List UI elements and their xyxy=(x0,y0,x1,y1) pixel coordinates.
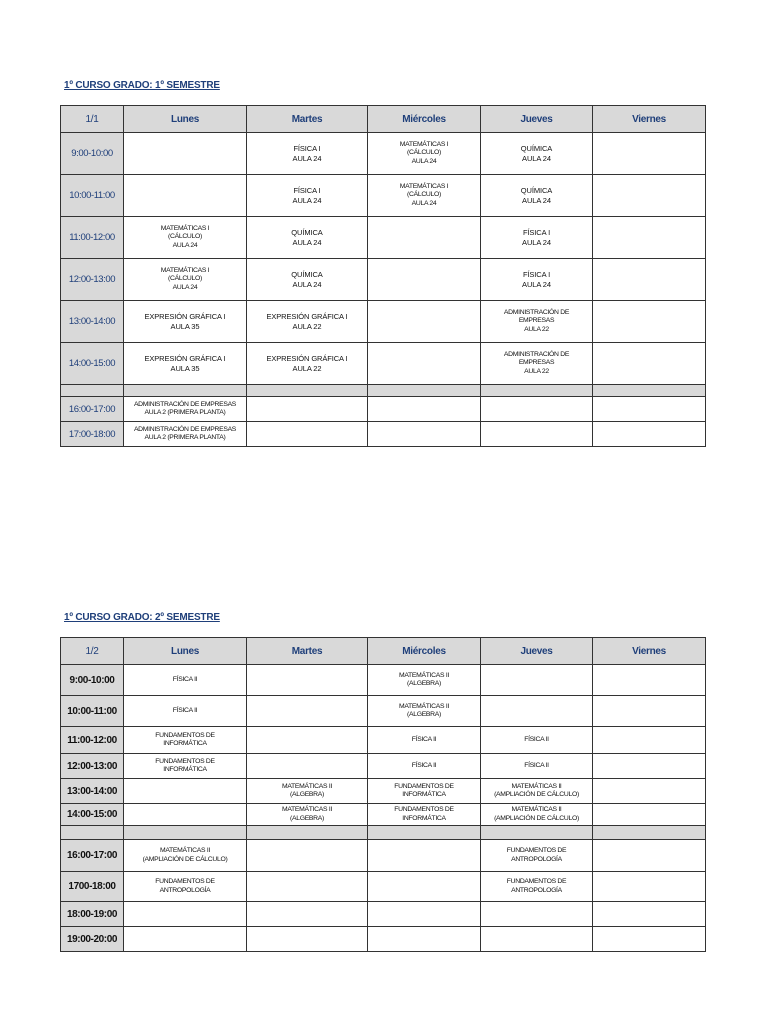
class-cell: FUNDAMENTOS DE INFORMÁTICA xyxy=(368,779,481,804)
time-slot-cell: 1700-18:00 xyxy=(61,872,124,902)
class-cell: MATEMÁTICAS II (AMPLIACIÓN DE CÁLCULO) xyxy=(481,804,593,826)
class-cell xyxy=(368,397,481,422)
day-header-jueves: Jueves xyxy=(481,106,593,133)
class-cell xyxy=(593,804,706,826)
time-slot-cell: 10:00-11:00 xyxy=(61,696,124,727)
class-cell xyxy=(481,927,593,952)
table-row xyxy=(61,696,706,727)
class-cell xyxy=(481,826,593,840)
class-cell xyxy=(593,397,706,422)
class-cell: EXPRESIÓN GRÁFICA I AULA 22 xyxy=(247,301,368,343)
class-cell xyxy=(247,754,368,779)
table-corner-label: 1/1 xyxy=(61,106,124,133)
time-slot-cell: 16:00-17:00 xyxy=(61,840,124,872)
class-cell: QUÍMICA AULA 24 xyxy=(481,133,593,175)
class-cell: FÍSICA II xyxy=(481,754,593,779)
class-cell xyxy=(368,826,481,840)
class-cell xyxy=(593,754,706,779)
class-cell: FUNDAMENTOS DE INFORMÁTICA xyxy=(124,727,247,754)
semester-1-title: 1º CURSO GRADO: 1º SEMESTRE xyxy=(64,80,220,91)
class-cell: FUNDAMENTOS DE ANTROPOLOGÍA xyxy=(124,872,247,902)
semester-2-title: 1º CURSO GRADO: 2º SEMESTRE xyxy=(64,612,220,623)
schedule-table-semester-1 xyxy=(60,105,706,447)
class-cell: ADMINISTRACIÓN DE EMPRESAS AULA 22 xyxy=(481,343,593,385)
class-cell: MATEMÁTICAS I (CÁLCULO) AULA 24 xyxy=(124,217,247,259)
table-row xyxy=(61,872,706,902)
class-cell: FÍSICA I AULA 24 xyxy=(247,133,368,175)
day-header-lunes: Lunes xyxy=(124,638,247,665)
class-cell xyxy=(247,385,368,397)
table-row xyxy=(61,397,706,422)
class-cell xyxy=(481,902,593,927)
class-cell xyxy=(124,902,247,927)
time-slot-cell: 13:00-14:00 xyxy=(61,301,124,343)
table-row xyxy=(61,665,706,696)
time-slot-cell: 17:00-18:00 xyxy=(61,422,124,447)
time-slot-cell: 14:00-15:00 xyxy=(61,804,124,826)
time-slot-cell: 14:00-15:00 xyxy=(61,343,124,385)
schedule-table-semester-2 xyxy=(60,637,706,952)
day-header-martes: Martes xyxy=(247,106,368,133)
class-cell xyxy=(368,840,481,872)
class-cell xyxy=(481,696,593,727)
separator-row xyxy=(61,826,706,840)
class-cell xyxy=(593,872,706,902)
class-cell: MATEMÁTICAS II (ALGEBRA) xyxy=(247,804,368,826)
table-row xyxy=(61,343,706,385)
class-cell xyxy=(247,872,368,902)
class-cell: FÍSICA II xyxy=(368,727,481,754)
table-row xyxy=(61,727,706,754)
table-row xyxy=(61,754,706,779)
class-cell xyxy=(124,927,247,952)
class-cell xyxy=(368,343,481,385)
class-cell: ADMINISTRACIÓN DE EMPRESAS AULA 2 (PRIMERA PLANTA) xyxy=(124,422,247,447)
class-cell xyxy=(481,385,593,397)
table-row xyxy=(61,779,706,804)
class-cell: MATEMÁTICAS II (AMPLIACIÓN DE CÁLCULO) xyxy=(481,779,593,804)
class-cell: FUNDAMENTOS DE ANTROPOLOGÍA xyxy=(481,840,593,872)
class-cell: MATEMÁTICAS II (ALGEBRA) xyxy=(368,696,481,727)
class-cell: QUÍMICA AULA 24 xyxy=(247,217,368,259)
class-cell: ADMINISTRACIÓN DE EMPRESAS AULA 2 (PRIMERA PLANTA) xyxy=(124,397,247,422)
class-cell: MATEMÁTICAS II (AMPLIACIÓN DE CÁLCULO) xyxy=(124,840,247,872)
day-header-martes: Martes xyxy=(247,638,368,665)
table-row xyxy=(61,259,706,301)
class-cell xyxy=(593,301,706,343)
table-row xyxy=(61,840,706,872)
table-row xyxy=(61,301,706,343)
table-row xyxy=(61,217,706,259)
class-cell: QUÍMICA AULA 24 xyxy=(247,259,368,301)
class-cell xyxy=(593,927,706,952)
class-cell: FÍSICA I AULA 24 xyxy=(481,259,593,301)
class-cell: MATEMÁTICAS II (ALGEBRA) xyxy=(368,665,481,696)
class-cell xyxy=(368,422,481,447)
class-cell xyxy=(124,804,247,826)
time-slot-cell: 13:00-14:00 xyxy=(61,779,124,804)
class-cell: FUNDAMENTOS DE INFORMÁTICA xyxy=(124,754,247,779)
class-cell xyxy=(247,422,368,447)
class-cell: FUNDAMENTOS DE ANTROPOLOGÍA xyxy=(481,872,593,902)
class-cell xyxy=(593,727,706,754)
class-cell xyxy=(593,259,706,301)
class-cell: ADMINISTRACIÓN DE EMPRESAS AULA 22 xyxy=(481,301,593,343)
table-row xyxy=(61,804,706,826)
class-cell xyxy=(593,385,706,397)
class-cell: EXPRESIÓN GRÁFICA I AULA 22 xyxy=(247,343,368,385)
class-cell: FÍSICA II xyxy=(124,696,247,727)
class-cell xyxy=(593,779,706,804)
class-cell xyxy=(368,301,481,343)
time-slot-cell: 16:00-17:00 xyxy=(61,397,124,422)
table-row xyxy=(61,175,706,217)
class-cell xyxy=(368,259,481,301)
time-slot-cell: 9:00-10:00 xyxy=(61,133,124,175)
time-slot-cell xyxy=(61,385,124,397)
class-cell xyxy=(593,175,706,217)
table-corner-label: 1/2 xyxy=(61,638,124,665)
class-cell xyxy=(481,665,593,696)
class-cell xyxy=(247,727,368,754)
class-cell xyxy=(247,665,368,696)
class-cell: QUÍMICA AULA 24 xyxy=(481,175,593,217)
class-cell xyxy=(368,872,481,902)
class-cell xyxy=(247,826,368,840)
class-cell xyxy=(593,840,706,872)
class-cell xyxy=(368,217,481,259)
class-cell xyxy=(593,696,706,727)
class-cell xyxy=(247,840,368,872)
class-cell xyxy=(124,133,247,175)
class-cell xyxy=(124,826,247,840)
class-cell: FÍSICA II xyxy=(124,665,247,696)
separator-row xyxy=(61,385,706,397)
time-slot-cell xyxy=(61,826,124,840)
class-cell xyxy=(481,397,593,422)
table-row xyxy=(61,902,706,927)
time-slot-cell: 9:00-10:00 xyxy=(61,665,124,696)
class-cell xyxy=(593,902,706,927)
class-cell: FÍSICA I AULA 24 xyxy=(247,175,368,217)
day-header-viernes: Viernes xyxy=(593,638,706,665)
time-slot-cell: 12:00-13:00 xyxy=(61,259,124,301)
class-cell xyxy=(368,902,481,927)
table-row xyxy=(61,927,706,952)
class-cell: FÍSICA II xyxy=(481,727,593,754)
class-cell: EXPRESIÓN GRÁFICA I AULA 35 xyxy=(124,301,247,343)
class-cell xyxy=(247,902,368,927)
class-cell xyxy=(247,927,368,952)
time-slot-cell: 19:00-20:00 xyxy=(61,927,124,952)
time-slot-cell: 11:00-12:00 xyxy=(61,727,124,754)
class-cell xyxy=(593,826,706,840)
class-cell: MATEMÁTICAS I (CÁLCULO) AULA 24 xyxy=(124,259,247,301)
class-cell: FÍSICA II xyxy=(368,754,481,779)
class-cell xyxy=(481,422,593,447)
class-cell xyxy=(247,696,368,727)
class-cell xyxy=(593,217,706,259)
table-row xyxy=(61,422,706,447)
day-header-jueves: Jueves xyxy=(481,638,593,665)
class-cell xyxy=(593,665,706,696)
class-cell xyxy=(593,343,706,385)
class-cell: MATEMÁTICAS II (ALGEBRA) xyxy=(247,779,368,804)
time-slot-cell: 10:00-11:00 xyxy=(61,175,124,217)
time-slot-cell: 18:00-19:00 xyxy=(61,902,124,927)
class-cell xyxy=(368,385,481,397)
class-cell xyxy=(124,175,247,217)
day-header-lunes: Lunes xyxy=(124,106,247,133)
day-header-miercoles: Miércoles xyxy=(368,106,481,133)
class-cell xyxy=(124,385,247,397)
time-slot-cell: 11:00-12:00 xyxy=(61,217,124,259)
class-cell: MATEMÁTICAS I (CÁLCULO) AULA 24 xyxy=(368,133,481,175)
time-slot-cell: 12:00-13:00 xyxy=(61,754,124,779)
day-header-miercoles: Miércoles xyxy=(368,638,481,665)
class-cell: EXPRESIÓN GRÁFICA I AULA 35 xyxy=(124,343,247,385)
class-cell xyxy=(368,927,481,952)
class-cell: MATEMÁTICAS I (CÁLCULO) AULA 24 xyxy=(368,175,481,217)
table-row xyxy=(61,133,706,175)
class-cell xyxy=(593,422,706,447)
class-cell: FÍSICA I AULA 24 xyxy=(481,217,593,259)
class-cell xyxy=(247,397,368,422)
class-cell xyxy=(124,779,247,804)
class-cell xyxy=(593,133,706,175)
class-cell: FUNDAMENTOS DE INFORMÁTICA xyxy=(368,804,481,826)
day-header-viernes: Viernes xyxy=(593,106,706,133)
